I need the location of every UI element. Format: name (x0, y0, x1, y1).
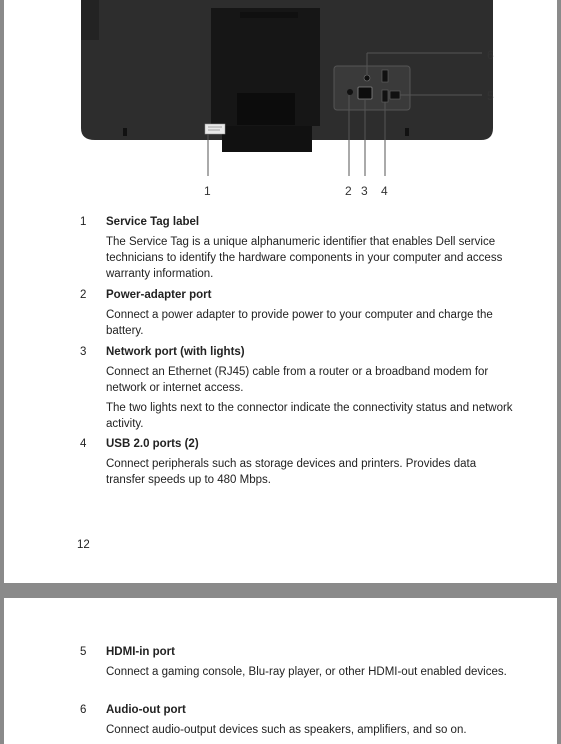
stand-handle-slot (237, 93, 295, 125)
usb-port-bottom (382, 90, 388, 102)
callout-3: 3 (361, 184, 368, 198)
item-title: Network port (with lights) (106, 346, 245, 358)
item-number: 6 (80, 704, 87, 716)
item-desc: Connect an Ethernet (RJ45) cable from a router or a broadband modem for network or internet access. (106, 366, 489, 394)
item-desc-2: The two lights next to the connector indicate the connectivity status and network activity. (106, 402, 513, 430)
item-desc: Connect a gaming console, Blu-ray player, or other HDMI-out enabled devices. (106, 666, 507, 678)
item-title: USB 2.0 ports (2) (106, 438, 199, 450)
item-title: Power-adapter port (106, 289, 212, 301)
computer-back-illustration (77, 0, 497, 200)
list-item-audio-out (80, 702, 517, 742)
audio-out-port (364, 75, 370, 81)
callout-2: 2 (345, 184, 352, 198)
callout-5: 5 (487, 89, 494, 103)
usb-port-top (382, 70, 388, 82)
item-title: Audio-out port (106, 704, 186, 716)
item-desc: Connect a power adapter to provide power to your computer and charge the battery. (106, 309, 493, 337)
list-item-power-adapter (80, 287, 517, 343)
item-desc: Connect peripherals such as storage devices and printers. Provides data transfer speeds up to 480 Mbps. (106, 458, 477, 486)
hdmi-in-port (390, 91, 400, 99)
item-number: 2 (80, 289, 87, 301)
network-port (358, 87, 372, 99)
item-desc: Connect audio-output devices such as speakers, amplifiers, and so on. (106, 724, 467, 736)
list-item-service-tag (80, 214, 517, 286)
page-number: 12 (77, 539, 90, 551)
item-number: 5 (80, 646, 87, 658)
item-desc: The Service Tag is a unique alphanumeric identifier that enables Dell service technicians to identify the hardware components in your computer and access warranty information. (106, 236, 503, 280)
list-item-network-port (80, 344, 517, 436)
document-page-13 (4, 598, 557, 744)
list-item-usb (80, 436, 517, 492)
item-title: Service Tag label (106, 216, 200, 228)
callout-1: 1 (204, 184, 211, 198)
item-number: 1 (80, 216, 87, 228)
list-item-hdmi-in (80, 644, 517, 684)
service-tag-label (205, 124, 225, 134)
item-number: 4 (80, 438, 87, 450)
document-page-12 (4, 0, 557, 583)
power-adapter-port (347, 89, 353, 95)
item-number: 3 (80, 346, 87, 358)
item-title: HDMI-in port (106, 646, 175, 658)
callout-4: 4 (381, 184, 388, 198)
callout-6: 6 (487, 48, 494, 62)
stand-base (222, 126, 312, 152)
